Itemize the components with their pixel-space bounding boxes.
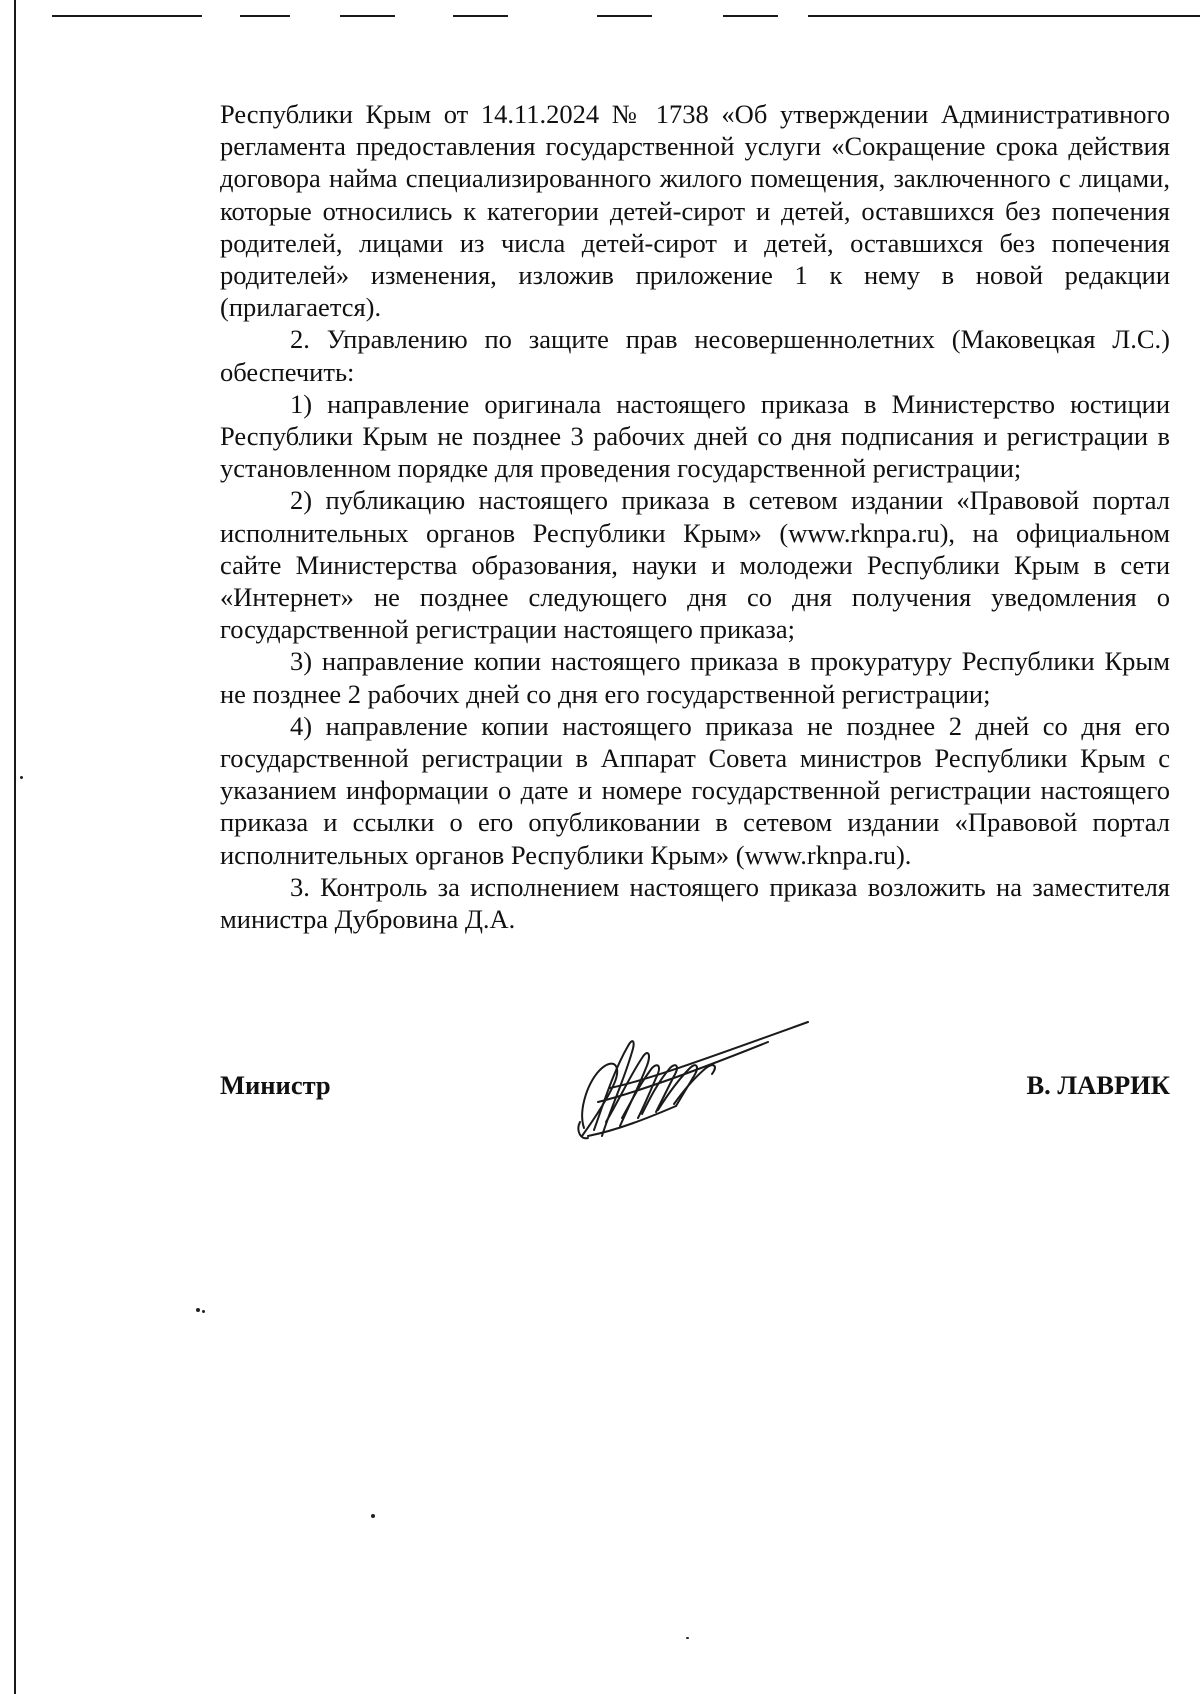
- scan-speck: [202, 1310, 205, 1313]
- top-rule-segment: [723, 15, 778, 17]
- signature-strokes: [578, 1022, 808, 1138]
- scan-speck: [196, 1308, 200, 1312]
- scan-edge-left: [14, 0, 16, 1694]
- scan-speck: [371, 1514, 375, 1518]
- paragraph-continuation: Республики Крым от 14.11.2024 № 1738 «Об утверждении Административного регламента предоставления государственной услуги «Сокращение срока действия договора найма специализированного жилого помещения, заключенного с лицами, которые относились к категории детей-сирот и детей, оставшихся без попечения родителей, лицами из числа детей-сирот и детей, оставшихся без попечения родителей» изменения, изложив приложение 1 к нему в новой редакции (прилагается).: [220, 99, 1170, 323]
- paragraph-subitem-4: 4) направление копии настоящего приказа не позднее 2 дней со дня его государственной регистрации в Аппарат Совета министров Республики Крым с указанием информации о дате и номере государственной регистрации настоящего приказа и ссылки о его опубликовании в сетевом издании «Правовой портал исполнительных органов Республики Крым» (www.rknpa.ru).: [220, 710, 1170, 870]
- handwritten-signature: [558, 1018, 818, 1146]
- paragraph-subitem-1: 1) направление оригинала настоящего приказа в Министерство юстиции Республики Крым не позднее 3 рабочих дней со дня подписания и регистрации в установленном порядке для проведения государственной регистрации;: [220, 388, 1170, 484]
- top-rule-segment: [240, 15, 290, 17]
- top-rule-segment: [453, 15, 508, 17]
- document-body: [220, 98, 1170, 935]
- signature-block: [220, 1010, 1170, 1140]
- paragraph-subitem-2: 2) публикацию настоящего приказа в сетевом издании «Правовой портал исполнительных органов Республики Крым» (www.rknpa.ru), на официальном сайте Министерства образования, науки и молодежи Республики Крым в сети «Интернет» не позднее следующего дня со дня получения уведомления о государственной регистрации настоящего приказа;: [220, 485, 1170, 645]
- top-rule-segment: [340, 15, 395, 17]
- signatory-name: В. ЛАВРИК: [1026, 1070, 1170, 1100]
- paragraph-item-3: 3. Контроль за исполнением настоящего приказа возложить на заместителя министра Дубровина Д.А.: [220, 871, 1170, 935]
- top-rule-segment: [597, 15, 652, 17]
- paragraph-subitem-3: 3) направление копии настоящего приказа в прокуратуру Республики Крым не позднее 2 рабочих дней со дня его государственной регистрации;: [220, 646, 1170, 709]
- signatory-title: Министр: [220, 1070, 331, 1100]
- top-rule-segment: [808, 15, 1200, 17]
- paragraph-item-2: 2. Управлению по защите прав несовершеннолетних (Маковецкая Л.С.) обеспечить:: [220, 324, 1170, 387]
- scan-speck: [20, 776, 23, 779]
- scan-speck: [686, 1637, 689, 1639]
- top-rule-segment: [52, 15, 202, 17]
